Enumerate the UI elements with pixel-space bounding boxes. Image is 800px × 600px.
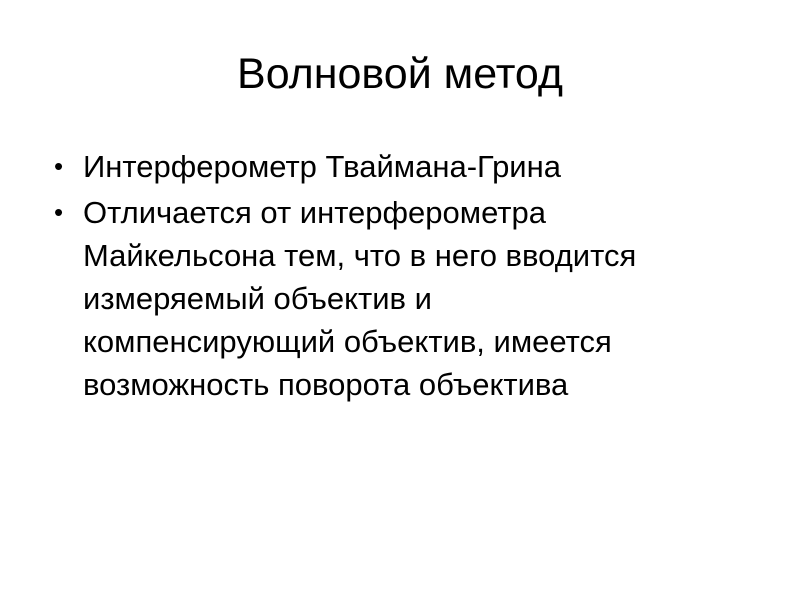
bullet-icon: • (54, 151, 64, 181)
bullet-line: Отличается от интерферометра (83, 195, 546, 230)
bullet-line: компенсирующий объектив, имеется (83, 324, 612, 359)
bullet-list (50, 145, 750, 409)
bullet-item-2 (50, 191, 750, 406)
bullet-line: Интерферометр Тваймана-Грина (83, 149, 561, 184)
bullet-icon: • (54, 197, 64, 227)
slide-title: Волновой метод (237, 50, 563, 98)
bullet-item-1 (50, 145, 750, 188)
bullet-line: возможность поворота объектива (83, 367, 569, 402)
bullet-line: измеряемый объектив и (83, 281, 432, 316)
bullet-line: Майкельсона тем, что в него вводится (83, 238, 637, 273)
